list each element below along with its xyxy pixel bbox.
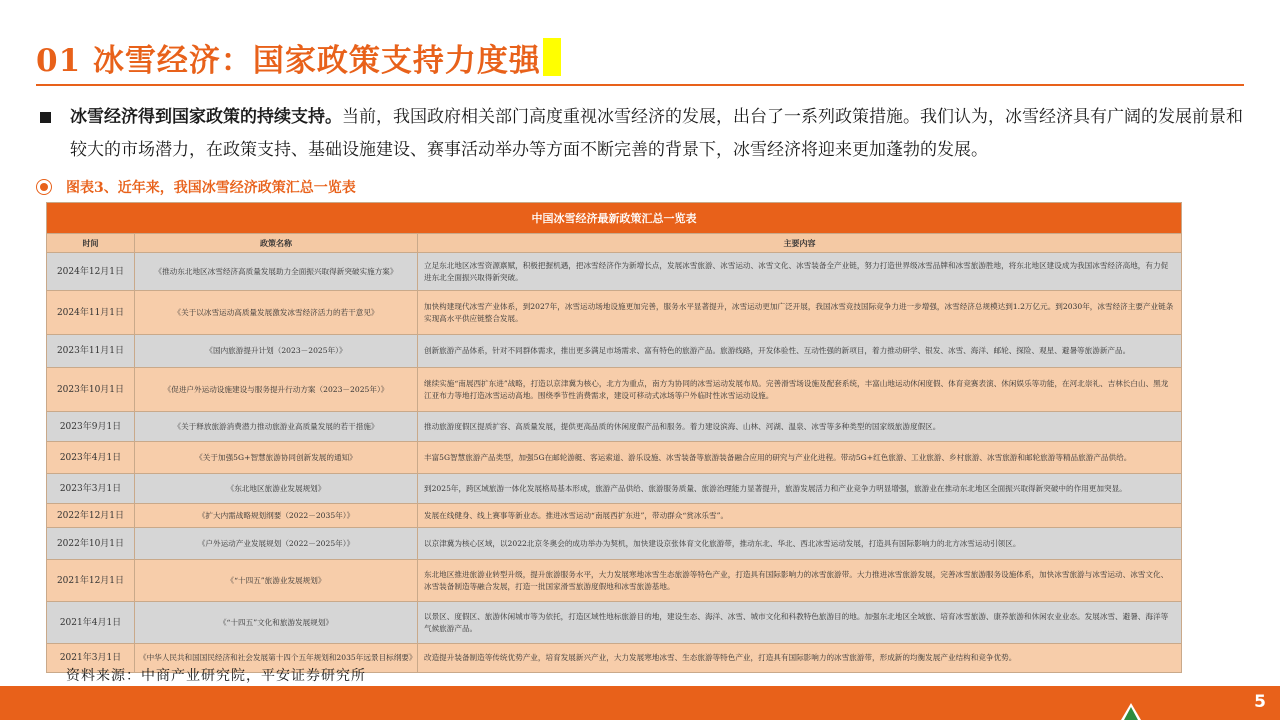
table-row xyxy=(47,528,1182,560)
table-row xyxy=(47,560,1182,602)
policy-name: 《“十四五”旅游业发展规划》 xyxy=(135,560,418,602)
policy-name: 《关于以冰雪运动高质量发展激发冰雪经济活力的若干意见》 xyxy=(135,291,418,335)
policy-content: 发展在线健身、线上赛事等新业态。推进冰雪运动“南展西扩东进”，带动群众“赏冰乐雪”。 xyxy=(418,504,1182,528)
policy-content: 继续实施“南展西扩东进”战略，打造以京津冀为核心，北方为重点，南方为协同的冰雪运动发展布局。完善滑雪场设施及配套系统，丰富山地运动休闲度假、体育竞赛表演、休闲娱乐等功能，在河北崇礼、吉林长白山、黑龙江亚布力等地打造冰雪运动高地。围绕季节性消费需求，建设可移动式冰场等户外临时性冰雪运动设施。 xyxy=(418,368,1182,412)
bullet-body: 当前，我国政府相关部门高度重视冰雪经济的发展，出台了一系列政策措施。我们认为，冰雪经济具有广阔的发展前景和较大的市场潜力，在政策支持、基础设施建设、赛事活动举办等方面不断完善的背景下，冰雪经济将迎来更加蓬勃的发展。 xyxy=(70,107,1243,160)
policy-date: 2021年4月1日 xyxy=(47,602,135,644)
policy-content: 到2025年，跨区域旅游一体化发展格局基本形成，旅游产品供给、旅游服务质量、旅游治理能力显著提升，旅游发展活力和产业竞争力明显增强，旅游业在推动东北地区全面振兴取得新突破中的作用更加突显。 xyxy=(418,474,1182,504)
target-circle-icon xyxy=(36,179,52,195)
policy-date: 2024年11月1日 xyxy=(47,291,135,335)
page-title-wrap xyxy=(36,34,561,80)
page-number: 5 xyxy=(1254,692,1266,712)
policy-date: 2023年10月1日 xyxy=(47,368,135,412)
policy-name: 《户外运动产业发展规划（2022－2025年）》 xyxy=(135,528,418,560)
policy-content: 创新旅游产品体系，针对不同群体需求，推出更多满足市场需求、富有特色的旅游产品。旅游线路，开发体验性、互动性强的新项目，着力推动研学、银发、冰雪、海洋、邮轮、探险、观星、避暑等旅游新产品。 xyxy=(418,335,1182,368)
header-date: 时间 xyxy=(47,234,135,253)
company-logo-icon xyxy=(1120,702,1142,720)
table-row xyxy=(47,291,1182,335)
policy-date: 2021年12月1日 xyxy=(47,560,135,602)
source-note: 资料来源：中商产业研究院，平安证券研究所 xyxy=(66,668,366,684)
policy-name: 《东北地区旅游业发展规划》 xyxy=(135,474,418,504)
table-row xyxy=(47,335,1182,368)
policy-content: 丰富5G智慧旅游产品类型，加强5G在邮轮游艇、客运索道、游乐设施、冰雪装备等旅游装备融合应用的研究与产业化进程。带动5G+红色旅游、工业旅游、乡村旅游、冰雪旅游和邮轮旅游等精品旅游产品供给。 xyxy=(418,442,1182,474)
policy-content: 东北地区推进旅游业转型升级，提升旅游服务水平，大力发展寒地冰雪生态旅游等特色产业，打造具有国际影响力的冰雪旅游带。大力推进冰雪旅游发展，完善冰雪旅游服务设施体系，加快冰雪旅游与冰雪运动、冰雪文化、冰雪装备制造等融合发展，打造一批国家滑雪旅游度假地和冰雪旅游基地。 xyxy=(418,560,1182,602)
policy-content: 推动旅游度假区提质扩容、高质量发展，提供更高品质的休闲度假产品和服务。着力建设滨海、山林、河湖、温泉、冰雪等多种类型的国家级旅游度假区。 xyxy=(418,412,1182,442)
policy-name: 《中华人民共和国国民经济和社会发展第十四个五年规划和2035年远景目标纲要》 xyxy=(135,644,418,673)
table-row xyxy=(47,368,1182,412)
table-row xyxy=(47,504,1182,528)
text-cursor-highlight xyxy=(543,38,561,76)
policy-name: 《促进户外运动设施建设与服务提升行动方案（2023－2025年）》 xyxy=(135,368,418,412)
policy-date: 2021年3月1日 xyxy=(47,644,135,673)
policy-date: 2024年12月1日 xyxy=(47,253,135,291)
policy-table xyxy=(46,202,1182,673)
policy-name: 《扩大内需战略规划纲要（2022－2035年）》 xyxy=(135,504,418,528)
policy-date: 2023年4月1日 xyxy=(47,442,135,474)
table-row xyxy=(47,602,1182,644)
bullet-text xyxy=(36,101,1246,167)
policy-date: 2023年3月1日 xyxy=(47,474,135,504)
policy-name: 《推动东北地区冰雪经济高质量发展助力全面振兴取得新突破实施方案》 xyxy=(135,253,418,291)
policy-content: 以京津冀为核心区域，以2022北京冬奥会的成功举办为契机，加快建设京张体育文化旅游带，推动东北、华北、西北冰雪运动发展，打造具有国际影响力的北方冰雪运动引领区。 xyxy=(418,528,1182,560)
policy-date: 2023年9月1日 xyxy=(47,412,135,442)
table-banner: 中国冰雪经济最新政策汇总一览表 xyxy=(47,203,1182,234)
policy-name: 《国内旅游提升计划（2023－2025年）》 xyxy=(135,335,418,368)
figure-caption-text: 图表3、近年来，我国冰雪经济政策汇总一览表 xyxy=(66,180,356,196)
table-row xyxy=(47,412,1182,442)
header-name: 政策名称 xyxy=(135,234,418,253)
policy-date: 2023年11月1日 xyxy=(47,335,135,368)
table-row xyxy=(47,253,1182,291)
bullet-paragraph xyxy=(36,101,1246,167)
policy-content: 立足东北地区冰雪资源禀赋，积极把握机遇，把冰雪经济作为新增长点，发展冰雪旅游、冰雪运动、冰雪文化、冰雪装备全产业链，努力打造世界级冰雪品牌和冰雪旅游胜地，将东北地区建设成为我国冰雪经济高地，有力促进东北全面振兴取得新突破。 xyxy=(418,253,1182,291)
table-row xyxy=(47,442,1182,474)
header-content: 主要内容 xyxy=(418,234,1182,253)
page-title: 01 冰雪经济：国家政策支持力度强 xyxy=(36,42,541,79)
table-banner-row xyxy=(47,203,1182,234)
policy-date: 2022年10月1日 xyxy=(47,528,135,560)
table-row xyxy=(47,474,1182,504)
policy-name: 《“十四五”文化和旅游发展规划》 xyxy=(135,602,418,644)
title-rule xyxy=(36,84,1244,86)
figure-caption xyxy=(36,176,356,198)
footer-bar xyxy=(0,686,1280,720)
bullet-lead: 冰雪经济得到国家政策的持续支持。 xyxy=(70,107,342,127)
policy-date: 2022年12月1日 xyxy=(47,504,135,528)
table-header-row xyxy=(47,234,1182,253)
policy-content: 加快构建现代冰雪产业体系，到2027年，冰雪运动场地设施更加完善，服务水平显著提升，冰雪运动更加广泛开展，我国冰雪竞技国际竞争力进一步增强，冰雪经济总规模达到1.2万亿元。到2030年，冰雪经济主要产业链条实现高水平供应链整合发展。 xyxy=(418,291,1182,335)
square-bullet-icon xyxy=(40,112,51,123)
policy-name: 《关于释放旅游消费潜力推动旅游业高质量发展的若干措施》 xyxy=(135,412,418,442)
policy-content: 改造提升装备制造等传统优势产业，培育发展新兴产业，大力发展寒地冰雪、生态旅游等特色产业，打造具有国际影响力的冰雪旅游带，形成新的均衡发展产业结构和竞争优势。 xyxy=(418,644,1182,673)
policy-content: 以景区、度假区、旅游休闲城市等为依托，打造区域性地标旅游目的地，建设生态、海洋、冰雪、城市文化和科教特色旅游目的地。加强东北地区全域旅、培育冰雪旅游、康养旅游和休闲农业业态。发展冰雪、避暑、海洋等气候旅游产品。 xyxy=(418,602,1182,644)
policy-name: 《关于加强5G+智慧旅游协同创新发展的通知》 xyxy=(135,442,418,474)
